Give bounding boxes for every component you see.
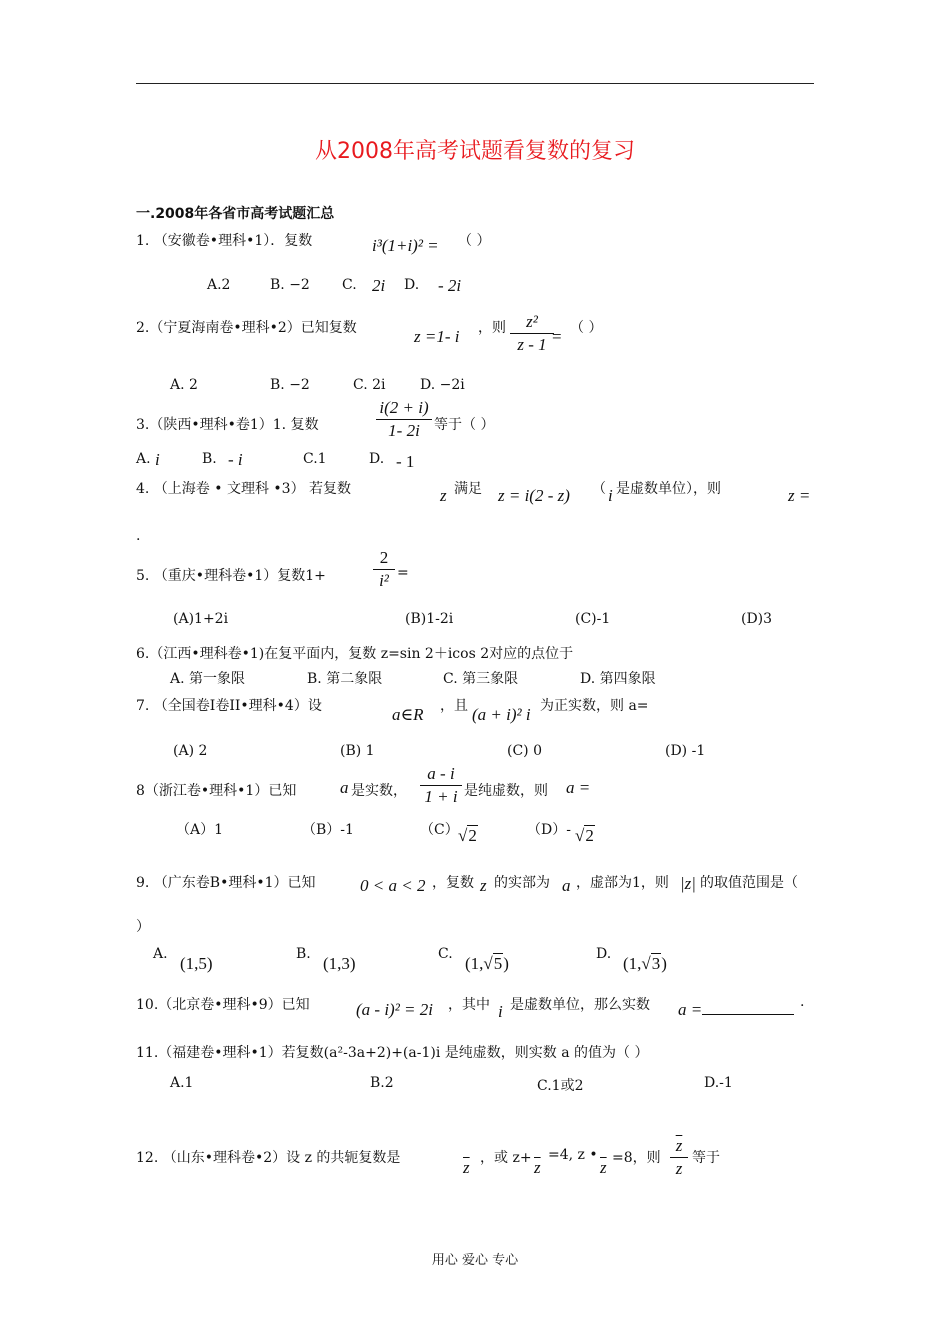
q2-option-b: B. −2 <box>270 377 310 393</box>
q11-text: 11.（福建卷•理科•1）若复数(a²-3a+2)+(a-1)i 是纯虚数，则实数 a 的值为（ ） <box>136 1045 649 1061</box>
q1-expr: i³(1+i)² = <box>372 236 439 255</box>
q8-option-a: （A）1 <box>176 822 224 838</box>
q7-and: ，且 <box>440 698 468 714</box>
q8-a: a <box>340 778 349 797</box>
header-rule <box>136 83 814 84</box>
q9-abs: |z| <box>680 874 696 893</box>
q2-text: 2.（宁夏海南卷•理科•2）已知复数 <box>136 320 357 336</box>
q2-paren: （ ） <box>570 320 603 336</box>
q1-option-d-value: - 2i <box>438 276 462 295</box>
q8-option-d-value: √2 <box>575 826 594 845</box>
q12-eq8: =8，则 <box>612 1150 661 1166</box>
q2-option-c: C. 2i <box>353 377 386 393</box>
q10-mid: ，其中 <box>448 997 490 1013</box>
q9-option-d: D. <box>596 946 612 962</box>
q1-option-c: C. <box>342 277 357 293</box>
q9-option-b: B. <box>296 946 311 962</box>
q11-option-d: D.-1 <box>704 1075 733 1091</box>
q11-option-b: B.2 <box>370 1075 394 1091</box>
q5-text: 5. （重庆•理科卷•1）复数1+ <box>136 568 326 584</box>
q3-option-b: B. <box>202 451 217 467</box>
q6-option-c: C. 第三象限 <box>443 671 519 687</box>
q1-option-b: B. −2 <box>270 277 310 293</box>
q8-fraction <box>420 764 462 807</box>
q12-zbar-1: $\overline{z}$ <box>463 1158 470 1177</box>
q12-text: 12. （山东•理科卷•2）设 z 的共轭复数是 <box>136 1150 401 1166</box>
q8-tail: 是纯虚数，则 <box>464 783 548 799</box>
q1-option-d: D. <box>404 277 420 293</box>
q8-denominator: 1 + i <box>424 787 458 806</box>
q4-text: 4. （上海卷 • 文理科 •3） 若复数 <box>136 481 352 497</box>
q12-fraction <box>670 1136 688 1179</box>
q2-expr: z =1- i <box>414 327 460 346</box>
q5-equals: = <box>397 565 409 581</box>
q9-option-c: C. <box>438 946 453 962</box>
q3-option-b-value: - i <box>228 450 243 469</box>
q12-or: ，或 z+ <box>480 1150 532 1166</box>
q8-a-eq: a = <box>566 778 591 797</box>
q3-option-a: A. <box>136 451 151 467</box>
q10-dot: . <box>800 994 805 1010</box>
q9-option-a-value: (1,5) <box>180 954 213 973</box>
q7-text: 7. （全国卷Ⅰ卷II•理科•4）设 <box>136 698 322 714</box>
q8-text: 8（浙江卷•理科•1）已知 <box>136 783 297 799</box>
q3-text: 3.（陕西•理科•卷1）1. 复数 <box>136 417 319 433</box>
q9-option-a: A. <box>153 946 168 962</box>
q10-answer-blank[interactable] <box>702 1002 794 1015</box>
q3-option-d: D. <box>369 451 385 467</box>
q2-numerator: z² <box>526 312 538 331</box>
q2-fraction <box>510 312 554 355</box>
q5-option-c: (C)-1 <box>575 611 611 627</box>
q12-zbar-3: $\overline{z}$ <box>600 1158 607 1177</box>
q8-option-b: （B）-1 <box>302 822 354 838</box>
q8-option-c: （C） <box>420 822 459 838</box>
q10-a-eq-label: a = <box>678 1000 703 1019</box>
q3-numerator: i(2 + i) <box>379 398 429 417</box>
q4-unit: 是虚数单位），则 <box>616 481 721 497</box>
q6-option-d: D. 第四象限 <box>580 671 656 687</box>
q2-denominator: z - 1 <box>517 335 547 354</box>
q5-option-a: (A)1+2i <box>173 611 229 627</box>
q3-option-a-value: i <box>155 450 160 469</box>
q9-option-b-value: (1,3) <box>323 954 356 973</box>
section-heading: 一.2008年各省市高考试题汇总 <box>136 206 335 222</box>
q9-close: ） <box>136 919 150 935</box>
q9-option-d-value: (1,√3) <box>623 954 667 973</box>
q12-numerator: $\overline{z}$ <box>675 1136 683 1155</box>
q8-option-c-value: √2 <box>458 826 477 845</box>
q4-z: z <box>440 486 447 505</box>
q2-option-a: A. 2 <box>170 377 198 393</box>
q1-text: 1. （安徽卷•理科•1）．复数 <box>136 233 313 249</box>
q8-real: 是实数， <box>351 783 407 799</box>
q10-i: i <box>498 1002 503 1021</box>
q7-option-d: (D) -1 <box>665 743 706 759</box>
q4-paren-open: （ <box>592 481 606 497</box>
q7-tail: 为正实数，则 a= <box>540 698 649 714</box>
q4-expr: z = i(2 - z) <box>498 486 570 505</box>
q6-option-a: A. 第一象限 <box>170 671 246 687</box>
q7-option-b: (B) 1 <box>340 743 375 759</box>
page-footer: 用心 爱心 专心 <box>431 1253 519 1268</box>
q3-option-c: C.1 <box>303 451 327 467</box>
q12-zbar-2: $\overline{z}$ <box>534 1158 541 1177</box>
q3-tail: 等于（ ） <box>434 417 495 433</box>
q5-option-b: (B)1-2i <box>405 611 454 627</box>
q8-numerator: a - i <box>427 764 455 783</box>
q5-fraction <box>373 548 395 591</box>
q5-option-d: (D)3 <box>741 611 773 627</box>
page-title: 从2008年高考试题看复数的复习 <box>315 139 635 164</box>
q9-mid: ，复数 <box>432 875 474 891</box>
q7-expr: (a + i)² i <box>472 705 531 724</box>
q5-denominator: i² <box>379 571 389 590</box>
q9-option-d-radicand: 3 <box>651 954 661 973</box>
q11-option-a: A.1 <box>170 1075 194 1091</box>
q4-z-eq: z = <box>788 486 811 505</box>
q12-eq4: =4, z • <box>548 1147 598 1163</box>
q2-option-d: D. −2i <box>420 377 465 393</box>
q12-tail: 等于 <box>692 1150 720 1166</box>
q10-a-eq <box>678 1000 794 1020</box>
q8-option-c-radicand: 2 <box>468 826 477 845</box>
q1-option-c-value: 2i <box>372 276 386 295</box>
q9-option-c-radicand: 5 <box>493 954 503 973</box>
q9-mid3: ，虚部为1，则 <box>576 875 669 891</box>
q4-dot: . <box>136 528 141 544</box>
q9-tail: 的取值范围是（ <box>700 875 798 891</box>
q9-mid2: 的实部为 <box>494 875 550 891</box>
q1-option-a: A.2 <box>207 277 231 293</box>
q7-option-c: (C) 0 <box>507 743 542 759</box>
q6-option-b: B. 第二象限 <box>307 671 383 687</box>
q1-paren: （ ） <box>458 233 491 249</box>
q3-option-d-value: - 1 <box>396 452 415 471</box>
q9-text: 9. （广东卷B•理科•1）已知 <box>136 875 316 891</box>
q7-option-a: (A) 2 <box>173 743 208 759</box>
q9-option-c-open: (1, <box>465 954 484 973</box>
q7-condition: a∈R <box>392 705 424 724</box>
q3-denominator: 1- 2i <box>388 421 420 440</box>
q9-a: a <box>562 876 571 895</box>
q5-numerator: 2 <box>379 548 389 567</box>
q10-expr: (a - i)² = 2i <box>356 1000 433 1019</box>
q12-denominator: z <box>675 1159 683 1178</box>
q9-z: z <box>480 876 487 895</box>
q11-option-c: C.1或2 <box>537 1078 584 1094</box>
q9-condition: 0 < a < 2 <box>360 876 426 895</box>
q9-option-d-open: (1, <box>623 954 642 973</box>
q8-option-d: （D）- <box>527 822 571 838</box>
q10-text: 10.（北京卷•理科•9）已知 <box>136 997 310 1013</box>
q3-fraction <box>376 398 432 441</box>
q4-i: i <box>608 486 613 505</box>
q6-text: 6.（江西•理科卷•1)在复平面内，复数 z=sin 2＋icos 2对应的点位于 <box>136 646 574 662</box>
q9-option-c-value: (1,√5) <box>465 954 509 973</box>
q8-option-d-radicand: 2 <box>585 826 594 845</box>
q10-tail: 是虚数单位，那么实数 <box>510 997 650 1013</box>
q2-equals: = <box>552 327 562 346</box>
q4-satisfies: 满足 <box>454 481 482 497</box>
q2-then: ，则 <box>478 320 506 336</box>
